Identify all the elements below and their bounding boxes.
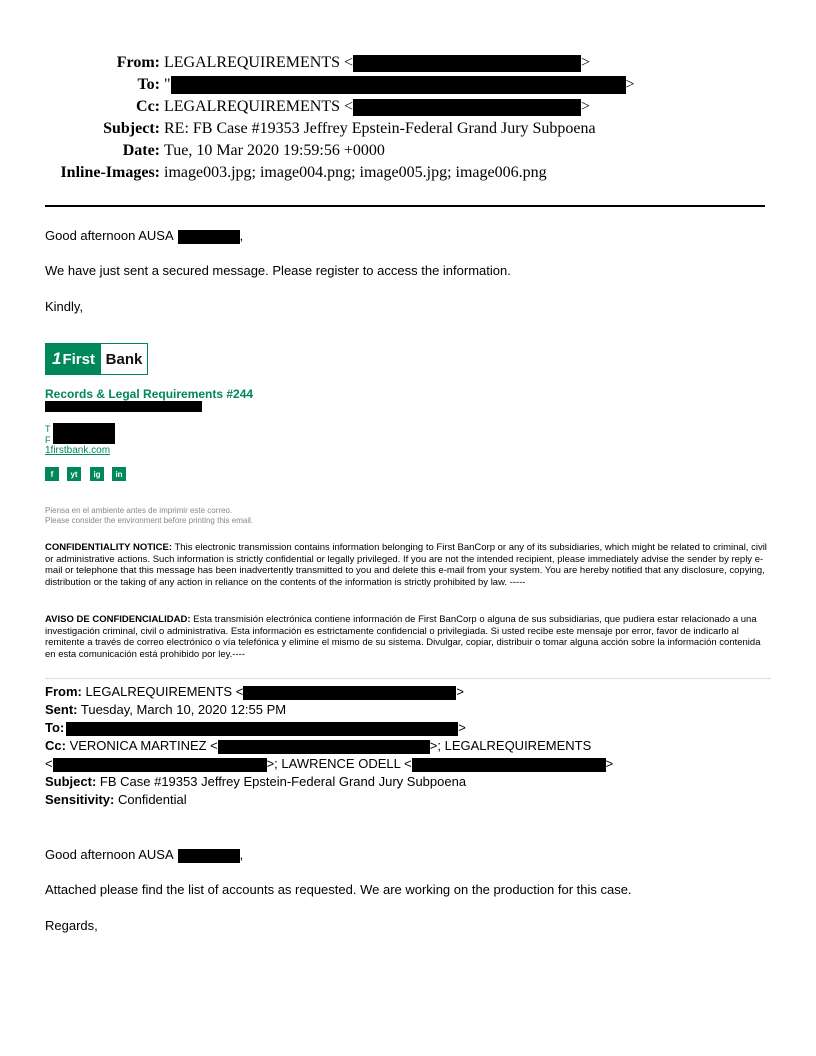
reply-message: We have just sent a secured message. Please register to access the information. [45, 263, 511, 278]
header-from-close: > [581, 54, 591, 71]
instagram-icon[interactable]: ig [90, 467, 104, 481]
forwarded-cc-label: Cc: [45, 738, 66, 753]
redaction-box [353, 99, 581, 116]
header-subject-label: Subject: [103, 120, 160, 137]
header-to-close: > [625, 76, 635, 93]
header-to-row [0, 74, 635, 96]
forwarded-from-row [45, 683, 464, 701]
header-images-value: image003.jpg; image004.png; image005.jpg; image006.png [164, 164, 547, 181]
forwarded-from-label: From: [45, 684, 82, 699]
redaction-box [412, 758, 606, 772]
redaction-box [66, 722, 458, 736]
forwarded-sensitivity-value: Confidential [114, 792, 187, 807]
header-subject-row [0, 118, 596, 140]
youtube-icon[interactable]: yt [67, 467, 81, 481]
header-date-label: Date: [122, 142, 160, 159]
forwarded-cc-line2-mid: >; LAWRENCE ODELL < [266, 756, 412, 771]
redaction-box [178, 849, 240, 863]
header-date-row [0, 140, 385, 162]
forwarded-from-close: > [456, 684, 464, 699]
forwarded-message: Attached please find the list of accounts as requested. We are working on the production for this case. [45, 882, 632, 897]
reply-greeting: Good afternoon AUSA [45, 228, 173, 243]
forwarded-cc-line2-open: < [45, 756, 53, 771]
notice-es-text: Esta transmisión electrónica contiene información de First BanCorp o alguna de sus subsidiarias, que pudiera estar relacionado a una investigación criminal, civil o administrativa. Esta información es estrictamente confidencial o privilegiada. Si usted recibe este mensaje por error, favor de indicarlo al remitente a través de correo electrónico o vía telefónica y elimine el mismo de su sistema. Divulgar, copiar, distribuir o tomar alguna acción sobre la información contenida en esta comunicación está prohibido por ley.---- [45, 614, 761, 660]
redaction-box [53, 423, 115, 444]
forwarded-greeting: Good afternoon AUSA [45, 847, 173, 862]
forwarded-to-close: > [458, 720, 466, 735]
header-to-label: To: [137, 76, 160, 93]
header-cc-row [0, 96, 590, 118]
redaction-box [218, 740, 430, 754]
forwarded-greeting-comma: , [239, 847, 244, 862]
header-divider [45, 205, 765, 207]
forwarded-cc-mid: >; LEGALREQUIREMENTS [429, 738, 592, 753]
forwarded-cc-row-2 [45, 755, 613, 773]
redaction-box [178, 230, 240, 244]
environment-note-es: Piensa en el ambiente antes de imprimir este correo. [45, 506, 233, 515]
forwarded-cc-line2-close: > [605, 756, 614, 771]
redaction-box [171, 76, 626, 94]
signature-fax-label: F [45, 435, 51, 445]
signature-title: Records & Legal Requirements #244 [45, 387, 254, 401]
notice-en-title: CONFIDENTIALITY NOTICE: [45, 542, 173, 553]
logo-bank: Bank [105, 350, 143, 368]
redaction-box [53, 758, 267, 772]
header-cc-label: Cc: [136, 98, 160, 115]
forwarded-to-row [45, 719, 466, 737]
forwarded-cc-row [45, 737, 591, 755]
linkedin-icon[interactable]: in [112, 467, 126, 481]
reply-greeting-comma: , [239, 228, 244, 243]
forwarded-divider [45, 678, 771, 679]
notice-en-text: This electronic transmission contains information belonging to First BanCorp or any of its subsidiaries, which might be related to criminal, civil or administrative actions. Such information is strictly confidential or legally privileged. If you are not the intended recipient, please immediately advise the sender by reply e-mail or telephone that this message has been inadvertently transmitted to you and delete this e-mail from your system. You are hereby notified that any disclosure, copying, distribution or the taking of any action in reliance on the contents of the information is strictly prohibited by law. ----- [45, 542, 767, 588]
redaction-box [353, 55, 581, 72]
forwarded-sent-label: Sent: [45, 702, 78, 717]
logo-first: First [62, 350, 95, 368]
forwarded-sensitivity-row [45, 791, 187, 809]
forwarded-sensitivity-label: Sensitivity: [45, 792, 115, 807]
forwarded-subject-value: FB Case #19353 Jeffrey Epstein-Federal Grand Jury Subpoena [96, 774, 467, 789]
header-from-label: From: [116, 54, 160, 71]
redaction-box [45, 401, 202, 412]
header-images-row [0, 162, 547, 184]
header-date-value: Tue, 10 Mar 2020 19:59:56 +0000 [164, 142, 385, 159]
header-from-row [0, 52, 590, 74]
notice-es-title: AVISO DE CONFIDENCIALIDAD: [45, 614, 191, 625]
reply-closing: Kindly, [45, 299, 84, 314]
forwarded-from-value: LEGALREQUIREMENTS < [81, 684, 244, 699]
forwarded-subject-row [45, 773, 466, 791]
forwarded-to-label: To: [45, 720, 65, 735]
forwarded-sent-row [45, 701, 286, 719]
header-cc-close: > [581, 98, 591, 115]
forwarded-closing: Regards, [45, 918, 98, 933]
forwarded-sent-value: Tuesday, March 10, 2020 12:55 PM [77, 702, 287, 717]
redaction-box [243, 686, 456, 700]
header-to-value: " [164, 76, 171, 93]
confidentiality-notice-en [45, 542, 771, 588]
logo-one: 1 [52, 349, 62, 368]
header-images-label: Inline-Images: [60, 164, 160, 181]
forwarded-cc-value: VERONICA MARTINEZ < [65, 738, 218, 753]
header-subject-value: RE: FB Case #19353 Jeffrey Epstein-Federal Grand Jury Subpoena [164, 120, 596, 137]
facebook-icon[interactable]: f [45, 467, 59, 481]
reply-greeting-line [45, 227, 243, 244]
confidentiality-notice-es [45, 614, 771, 660]
first-bank-logo [45, 343, 148, 375]
header-cc-value: LEGALREQUIREMENTS < [164, 98, 354, 115]
header-from-value: LEGALREQUIREMENTS < [164, 54, 354, 71]
signature-phone-label: T [45, 424, 51, 434]
environment-note-en: Please consider the environment before printing this email. [45, 516, 254, 525]
forwarded-greeting-line [45, 846, 243, 863]
signature-website-link[interactable]: 1firstbank.com [45, 445, 111, 456]
forwarded-subject-label: Subject: [45, 774, 97, 789]
